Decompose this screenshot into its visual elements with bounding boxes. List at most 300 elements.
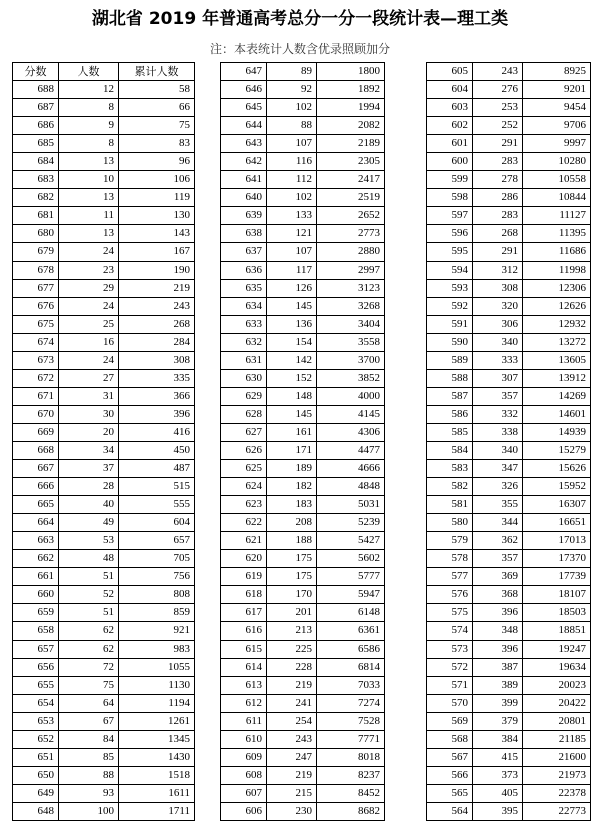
cumulative-cell: 16651 [523, 514, 591, 532]
cumulative-cell: 83 [119, 135, 195, 153]
table-row [13, 225, 195, 243]
score-cell: 571 [427, 676, 473, 694]
score-cell: 586 [427, 405, 473, 423]
cumulative-cell: 7771 [317, 730, 385, 748]
count-cell: 389 [473, 676, 523, 694]
table-row [221, 387, 385, 405]
table-row [427, 99, 591, 117]
table-row [427, 63, 591, 81]
count-cell: 84 [59, 730, 119, 748]
score-cell: 589 [427, 351, 473, 369]
score-cell: 594 [427, 261, 473, 279]
count-cell: 121 [267, 225, 317, 243]
table-row [221, 243, 385, 261]
score-cell: 633 [221, 315, 267, 333]
table-row [427, 387, 591, 405]
score-cell: 616 [221, 622, 267, 640]
cumulative-cell: 416 [119, 423, 195, 441]
cumulative-cell: 14939 [523, 423, 591, 441]
table-row [13, 171, 195, 189]
count-cell: 189 [267, 460, 317, 478]
cumulative-cell: 4666 [317, 460, 385, 478]
count-cell: 145 [267, 405, 317, 423]
table-row [427, 369, 591, 387]
count-cell: 31 [59, 387, 119, 405]
table-row [221, 225, 385, 243]
count-cell: 312 [473, 261, 523, 279]
cumulative-cell: 17370 [523, 550, 591, 568]
table-row [221, 640, 385, 658]
cumulative-cell: 5031 [317, 496, 385, 514]
count-cell: 283 [473, 153, 523, 171]
table-row [13, 802, 195, 820]
cumulative-cell: 8018 [317, 748, 385, 766]
cumulative-cell: 308 [119, 351, 195, 369]
cumulative-cell: 17013 [523, 532, 591, 550]
score-cell: 634 [221, 297, 267, 315]
table-row [221, 171, 385, 189]
cumulative-cell: 1518 [119, 766, 195, 784]
table-row [13, 117, 195, 135]
count-cell: 116 [267, 153, 317, 171]
cumulative-cell: 5947 [317, 586, 385, 604]
count-cell: 72 [59, 658, 119, 676]
cumulative-cell: 3852 [317, 369, 385, 387]
count-cell: 48 [59, 550, 119, 568]
table-row [221, 766, 385, 784]
count-cell: 344 [473, 514, 523, 532]
score-cell: 643 [221, 135, 267, 153]
table-row [13, 99, 195, 117]
table-row [13, 766, 195, 784]
cumulative-cell: 2652 [317, 207, 385, 225]
table-row [427, 532, 591, 550]
table-row [13, 460, 195, 478]
count-cell: 355 [473, 496, 523, 514]
score-cell: 686 [13, 117, 59, 135]
count-cell: 136 [267, 315, 317, 333]
count-cell: 276 [473, 81, 523, 99]
cumulative-cell: 5239 [317, 514, 385, 532]
cumulative-cell: 18503 [523, 604, 591, 622]
table-row [427, 658, 591, 676]
table-row [427, 405, 591, 423]
score-cell: 608 [221, 766, 267, 784]
cumulative-cell: 657 [119, 532, 195, 550]
cumulative-cell: 66 [119, 99, 195, 117]
cumulative-cell: 9706 [523, 117, 591, 135]
count-cell: 379 [473, 712, 523, 730]
table-row [221, 622, 385, 640]
count-cell: 13 [59, 189, 119, 207]
score-cell: 673 [13, 351, 59, 369]
table-row [13, 423, 195, 441]
table-row [221, 658, 385, 676]
score-cell: 613 [221, 676, 267, 694]
cumulative-cell: 18107 [523, 586, 591, 604]
cumulative-cell: 19634 [523, 658, 591, 676]
score-cell: 641 [221, 171, 267, 189]
score-table-column-1 [12, 62, 195, 821]
cumulative-cell: 921 [119, 622, 195, 640]
cumulative-cell: 190 [119, 261, 195, 279]
table-row [221, 369, 385, 387]
table-row [13, 279, 195, 297]
table-row [13, 315, 195, 333]
cumulative-cell: 2773 [317, 225, 385, 243]
table-row [221, 496, 385, 514]
header-count: 人数 [59, 63, 119, 81]
count-cell: 291 [473, 243, 523, 261]
cumulative-cell: 983 [119, 640, 195, 658]
count-cell: 152 [267, 369, 317, 387]
score-cell: 667 [13, 460, 59, 478]
cumulative-cell: 6814 [317, 658, 385, 676]
table-row [427, 622, 591, 640]
score-cell: 583 [427, 460, 473, 478]
score-cell: 645 [221, 99, 267, 117]
score-cell: 599 [427, 171, 473, 189]
table-row [427, 550, 591, 568]
table-row [13, 243, 195, 261]
score-cell: 582 [427, 478, 473, 496]
count-cell: 254 [267, 712, 317, 730]
cumulative-cell: 15952 [523, 478, 591, 496]
count-cell: 24 [59, 297, 119, 315]
count-cell: 8 [59, 135, 119, 153]
table-row [221, 694, 385, 712]
cumulative-cell: 9997 [523, 135, 591, 153]
table-row [13, 441, 195, 459]
count-cell: 348 [473, 622, 523, 640]
table-row [221, 478, 385, 496]
cumulative-cell: 5777 [317, 568, 385, 586]
table-row [427, 153, 591, 171]
score-cell: 620 [221, 550, 267, 568]
table-row [427, 568, 591, 586]
count-cell: 49 [59, 514, 119, 532]
score-cell: 601 [427, 135, 473, 153]
table-row [427, 279, 591, 297]
score-cell: 581 [427, 496, 473, 514]
cumulative-cell: 487 [119, 460, 195, 478]
cumulative-cell: 756 [119, 568, 195, 586]
table-row [221, 604, 385, 622]
score-cell: 651 [13, 748, 59, 766]
score-cell: 675 [13, 315, 59, 333]
count-cell: 384 [473, 730, 523, 748]
table-row [13, 532, 195, 550]
table-row [221, 351, 385, 369]
table-row [13, 640, 195, 658]
table-row [427, 135, 591, 153]
cumulative-cell: 1345 [119, 730, 195, 748]
table-row [13, 514, 195, 532]
count-cell: 51 [59, 604, 119, 622]
score-cell: 607 [221, 784, 267, 802]
table-row [13, 153, 195, 171]
score-cell: 566 [427, 766, 473, 784]
cumulative-cell: 859 [119, 604, 195, 622]
count-cell: 253 [473, 99, 523, 117]
count-cell: 20 [59, 423, 119, 441]
table-note: 注：本表统计人数含优录照顾加分 [209, 42, 390, 56]
cumulative-cell: 143 [119, 225, 195, 243]
table-row [221, 802, 385, 820]
cumulative-cell: 808 [119, 586, 195, 604]
score-cell: 565 [427, 784, 473, 802]
count-cell: 23 [59, 261, 119, 279]
table-row [427, 784, 591, 802]
count-cell: 93 [59, 784, 119, 802]
cumulative-cell: 13605 [523, 351, 591, 369]
count-cell: 24 [59, 351, 119, 369]
score-cell: 590 [427, 333, 473, 351]
cumulative-cell: 21973 [523, 766, 591, 784]
count-cell: 51 [59, 568, 119, 586]
count-cell: 12 [59, 81, 119, 99]
cumulative-cell: 3404 [317, 315, 385, 333]
cumulative-cell: 9454 [523, 99, 591, 117]
count-cell: 11 [59, 207, 119, 225]
cumulative-cell: 3123 [317, 279, 385, 297]
cumulative-cell: 604 [119, 514, 195, 532]
cumulative-cell: 515 [119, 478, 195, 496]
count-cell: 219 [267, 676, 317, 694]
cumulative-cell: 21600 [523, 748, 591, 766]
score-cell: 652 [13, 730, 59, 748]
cumulative-cell: 22773 [523, 802, 591, 820]
table-row [427, 748, 591, 766]
score-cell: 623 [221, 496, 267, 514]
cumulative-cell: 11686 [523, 243, 591, 261]
cumulative-cell: 2997 [317, 261, 385, 279]
table-row [13, 81, 195, 99]
cumulative-cell: 4000 [317, 387, 385, 405]
count-cell: 145 [267, 297, 317, 315]
score-cell: 618 [221, 586, 267, 604]
count-cell: 88 [59, 766, 119, 784]
cumulative-cell: 268 [119, 315, 195, 333]
score-cell: 574 [427, 622, 473, 640]
score-cell: 570 [427, 694, 473, 712]
count-cell: 171 [267, 441, 317, 459]
count-cell: 40 [59, 496, 119, 514]
count-cell: 154 [267, 333, 317, 351]
table-row [221, 153, 385, 171]
count-cell: 117 [267, 261, 317, 279]
score-cell: 593 [427, 279, 473, 297]
count-cell: 161 [267, 423, 317, 441]
count-cell: 369 [473, 568, 523, 586]
count-cell: 241 [267, 694, 317, 712]
count-cell: 53 [59, 532, 119, 550]
score-cell: 648 [13, 802, 59, 820]
count-cell: 175 [267, 568, 317, 586]
score-cell: 644 [221, 117, 267, 135]
table-row [13, 730, 195, 748]
table-row [13, 694, 195, 712]
count-cell: 89 [267, 63, 317, 81]
cumulative-cell: 21185 [523, 730, 591, 748]
table-row [221, 586, 385, 604]
score-cell: 665 [13, 496, 59, 514]
score-cell: 585 [427, 423, 473, 441]
count-cell: 148 [267, 387, 317, 405]
cumulative-cell: 14601 [523, 405, 591, 423]
table-row [221, 261, 385, 279]
cumulative-cell: 11998 [523, 261, 591, 279]
score-cell: 637 [221, 243, 267, 261]
score-cell: 577 [427, 568, 473, 586]
cumulative-cell: 1711 [119, 802, 195, 820]
score-cell: 681 [13, 207, 59, 225]
count-cell: 107 [267, 135, 317, 153]
table-row [13, 784, 195, 802]
score-cell: 650 [13, 766, 59, 784]
table-row [221, 460, 385, 478]
score-cell: 587 [427, 387, 473, 405]
count-cell: 64 [59, 694, 119, 712]
score-cell: 642 [221, 153, 267, 171]
score-cell: 658 [13, 622, 59, 640]
cumulative-cell: 6148 [317, 604, 385, 622]
score-cell: 592 [427, 297, 473, 315]
cumulative-cell: 1194 [119, 694, 195, 712]
cumulative-cell: 11127 [523, 207, 591, 225]
count-cell: 107 [267, 243, 317, 261]
page-title: 湖北省 2019 年普通高考总分一分一段统计表—理工类 [91, 9, 509, 29]
count-cell: 308 [473, 279, 523, 297]
count-cell: 307 [473, 369, 523, 387]
score-cell: 662 [13, 550, 59, 568]
count-cell: 52 [59, 586, 119, 604]
score-cell: 685 [13, 135, 59, 153]
table-row [427, 730, 591, 748]
count-cell: 243 [267, 730, 317, 748]
table-row [221, 117, 385, 135]
score-cell: 646 [221, 81, 267, 99]
count-cell: 170 [267, 586, 317, 604]
table-row [13, 658, 195, 676]
count-cell: 306 [473, 315, 523, 333]
count-cell: 28 [59, 478, 119, 496]
score-cell: 638 [221, 225, 267, 243]
count-cell: 37 [59, 460, 119, 478]
score-cell: 588 [427, 369, 473, 387]
table-row [13, 189, 195, 207]
count-cell: 13 [59, 225, 119, 243]
table-row [427, 333, 591, 351]
cumulative-cell: 555 [119, 496, 195, 514]
table-row [13, 405, 195, 423]
score-cell: 654 [13, 694, 59, 712]
table-row [427, 460, 591, 478]
count-cell: 16 [59, 333, 119, 351]
count-cell: 357 [473, 550, 523, 568]
count-cell: 29 [59, 279, 119, 297]
table-row [427, 604, 591, 622]
cumulative-cell: 22378 [523, 784, 591, 802]
table-row [427, 478, 591, 496]
score-cell: 669 [13, 423, 59, 441]
cumulative-cell: 20422 [523, 694, 591, 712]
cumulative-cell: 167 [119, 243, 195, 261]
score-cell: 624 [221, 478, 267, 496]
cumulative-cell: 7033 [317, 676, 385, 694]
cumulative-cell: 2417 [317, 171, 385, 189]
count-cell: 102 [267, 99, 317, 117]
count-cell: 320 [473, 297, 523, 315]
count-cell: 62 [59, 640, 119, 658]
cumulative-cell: 8237 [317, 766, 385, 784]
table-row [13, 387, 195, 405]
table-row [221, 315, 385, 333]
score-cell: 627 [221, 423, 267, 441]
table-row [13, 496, 195, 514]
table-row [13, 712, 195, 730]
score-cell: 602 [427, 117, 473, 135]
score-cell: 626 [221, 441, 267, 459]
score-cell: 668 [13, 441, 59, 459]
score-cell: 591 [427, 315, 473, 333]
score-cell: 614 [221, 658, 267, 676]
score-cell: 621 [221, 532, 267, 550]
count-cell: 215 [267, 784, 317, 802]
cumulative-cell: 12306 [523, 279, 591, 297]
count-cell: 283 [473, 207, 523, 225]
cumulative-cell: 58 [119, 81, 195, 99]
table-row [13, 550, 195, 568]
cumulative-cell: 2082 [317, 117, 385, 135]
cumulative-cell: 2189 [317, 135, 385, 153]
table-row [427, 514, 591, 532]
cumulative-cell: 1261 [119, 712, 195, 730]
table-row [221, 189, 385, 207]
count-cell: 368 [473, 586, 523, 604]
cumulative-cell: 20801 [523, 712, 591, 730]
score-table-column-3 [426, 62, 591, 821]
table-row [13, 748, 195, 766]
table-row [13, 207, 195, 225]
count-cell: 373 [473, 766, 523, 784]
score-cell: 598 [427, 189, 473, 207]
table-row [427, 117, 591, 135]
score-cell: 575 [427, 604, 473, 622]
score-cell: 663 [13, 532, 59, 550]
cumulative-cell: 10844 [523, 189, 591, 207]
cumulative-cell: 7274 [317, 694, 385, 712]
score-cell: 572 [427, 658, 473, 676]
score-cell: 631 [221, 351, 267, 369]
score-cell: 653 [13, 712, 59, 730]
count-cell: 208 [267, 514, 317, 532]
score-cell: 660 [13, 586, 59, 604]
table-row [13, 622, 195, 640]
cumulative-cell: 4145 [317, 405, 385, 423]
cumulative-cell: 3700 [317, 351, 385, 369]
count-cell: 396 [473, 640, 523, 658]
cumulative-cell: 8452 [317, 784, 385, 802]
score-cell: 670 [13, 405, 59, 423]
table-row [427, 189, 591, 207]
cumulative-cell: 9201 [523, 81, 591, 99]
table-header-row [13, 63, 195, 81]
score-cell: 687 [13, 99, 59, 117]
table-row [427, 586, 591, 604]
score-cell: 569 [427, 712, 473, 730]
cumulative-cell: 18851 [523, 622, 591, 640]
